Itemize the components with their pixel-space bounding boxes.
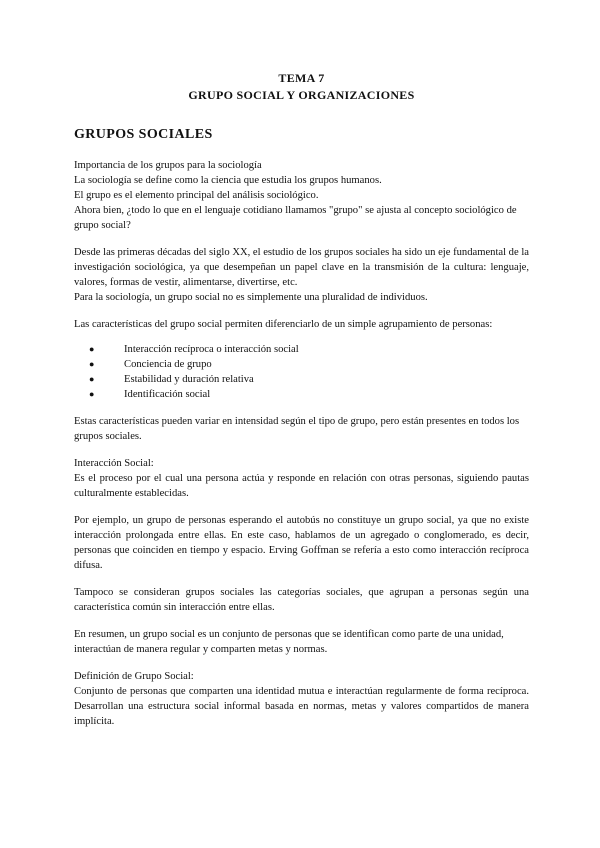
history-note: Para la sociología, un grupo social no es simplemente una pluralidad de individuos.	[74, 292, 428, 303]
history-block	[74, 245, 529, 305]
list-item-text: Estabilidad y duración relativa	[124, 374, 254, 385]
bullet-icon: ●	[89, 359, 95, 369]
characteristics-list	[74, 342, 529, 402]
list-item-text: Conciencia de grupo	[124, 359, 212, 370]
characteristics-outro: Estas características pueden variar en intensidad según el tipo de grupo, pero están presentes en todos los grupos sociales.	[74, 416, 520, 442]
title-line-1: TEMA 7	[278, 71, 325, 85]
history-paragraph: Desde las primeras décadas del siglo XX, el estudio de los grupos sociales ha sido un eje fundamental de la investigación sociológica, ya que desempeñan un papel clave en la transmisión de la cultura: lenguaje, valores, formas de vestir, alimentarse, divertirse, etc.	[74, 247, 529, 288]
list-item-text: Identificación social	[124, 389, 211, 400]
categories-block	[74, 585, 529, 615]
document-page	[74, 70, 529, 729]
definition-heading: Definición de Grupo Social:	[74, 671, 194, 682]
characteristics-intro: Las características del grupo social permiten diferenciarlo de un simple agrupamiento de personas:	[74, 319, 493, 330]
characteristics-block	[74, 317, 529, 402]
interaction-heading: Interacción Social:	[74, 458, 154, 469]
intro-line-3: Ahora bien, ¿todo lo que en el lenguaje cotidiano llamamos "grupo" se ajusta al concepto sociológico de grupo social?	[74, 205, 517, 231]
summary-paragraph: En resumen, un grupo social es un conjunto de personas que se identifican como parte de una unidad, interactúan de manera regular y comparten metas y normas.	[74, 629, 504, 655]
intro-block	[74, 158, 529, 233]
list-item	[89, 372, 529, 387]
list-item	[89, 387, 529, 402]
interaction-block	[74, 456, 529, 501]
list-item-text: Interacción recíproca o interacción social	[124, 344, 299, 355]
intro-line-2: El grupo es el elemento principal del análisis sociológico.	[74, 190, 319, 201]
title-line-2: GRUPO SOCIAL Y ORGANIZACIONES	[188, 88, 415, 102]
document-title	[74, 70, 529, 104]
definition-paragraph: Conjunto de personas que comparten una identidad mutua e interactúan regularmente de forma recíproca. Desarrollan una estructura social informal basada en normas, metas y valores compartidos de manera implícita.	[74, 686, 529, 727]
bullet-icon: ●	[89, 344, 95, 354]
definition-block	[74, 669, 529, 729]
section-heading: GRUPOS SOCIALES	[74, 127, 213, 142]
intro-heading: Importancia de los grupos para la sociología	[74, 160, 262, 171]
characteristics-outro-block	[74, 414, 529, 444]
bullet-icon: ●	[89, 374, 95, 384]
intro-line-1: La sociología se define como la ciencia que estudia los grupos humanos.	[74, 175, 382, 186]
example-block	[74, 513, 529, 573]
summary-block	[74, 627, 529, 657]
list-item	[89, 357, 529, 372]
list-item	[89, 342, 529, 357]
example-paragraph: Por ejemplo, un grupo de personas esperando el autobús no constituye un grupo social, ya que no existe interacción prolongada entre ellas. En este caso, hablamos de un agregado o conglomerado, es decir, personas que coinciden en tiempo y espacio. Erving Goffman se refería a esto como interacción recíproca difusa.	[74, 515, 529, 571]
bullet-icon: ●	[89, 389, 95, 399]
categories-paragraph: Tampoco se consideran grupos sociales las categorías sociales, que agrupan a personas según una característica común sin interacción entre ellas.	[74, 587, 529, 613]
interaction-paragraph: Es el proceso por el cual una persona actúa y responde en relación con otras personas, siguiendo pautas culturalmente establecidas.	[74, 473, 529, 499]
